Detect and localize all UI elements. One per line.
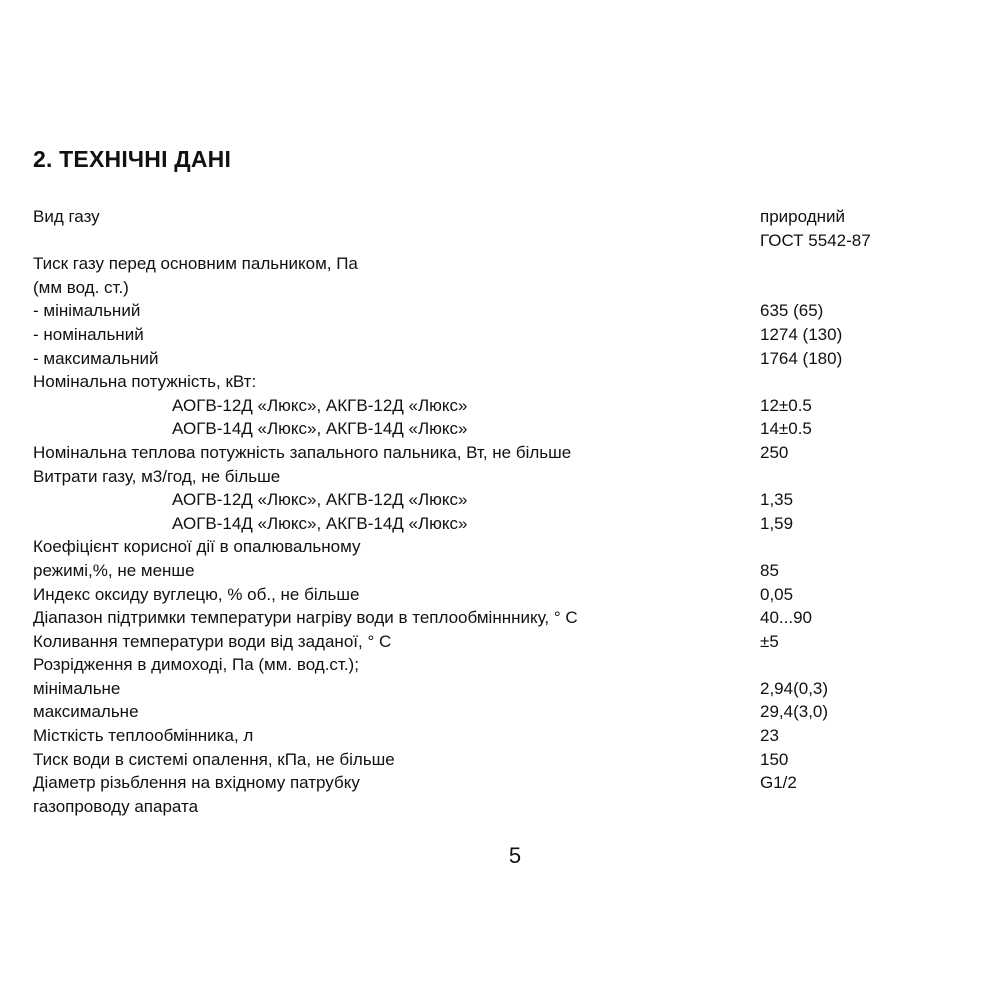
spec-value: G1/2 xyxy=(760,773,797,793)
spec-row xyxy=(0,347,1000,371)
spec-table xyxy=(0,205,1000,818)
spec-row xyxy=(0,700,1000,724)
spec-value: 0,05 xyxy=(760,584,794,604)
spec-value: 2,94(0,3) xyxy=(760,678,829,698)
spec-value: 40...90 xyxy=(760,608,812,628)
spec-label: Тиск газу перед основним пальником, Па xyxy=(33,254,358,274)
spec-row xyxy=(0,488,1000,512)
spec-value: ±5 xyxy=(760,631,779,651)
spec-row xyxy=(0,771,1000,795)
spec-value: 1,35 xyxy=(760,490,794,510)
spec-value: 635 (65) xyxy=(760,301,824,321)
spec-label: - максимальний xyxy=(33,348,159,368)
spec-label: Місткість теплообмінника, л xyxy=(33,726,254,746)
page-number: 5 xyxy=(508,843,522,868)
spec-row xyxy=(0,606,1000,630)
spec-label: Витрати газу, м3/год, не більше xyxy=(33,466,281,486)
spec-value: 1764 (180) xyxy=(760,348,843,368)
spec-label: режимі,%, не менше xyxy=(33,560,195,580)
spec-label: Номінальна теплова потужність запального пальника, Вт, не більше xyxy=(33,442,572,462)
spec-row xyxy=(0,252,1000,276)
spec-label: Тиск води в системі опалення, кПа, не більше xyxy=(33,749,395,769)
spec-label: максимальне xyxy=(33,702,139,722)
spec-row xyxy=(0,535,1000,559)
section-heading: 2. ТЕХНІЧНІ ДАНІ xyxy=(33,146,232,172)
spec-label: (мм вод. ст.) xyxy=(33,277,129,297)
spec-row xyxy=(0,583,1000,607)
spec-value: 150 xyxy=(760,749,789,769)
spec-row xyxy=(0,323,1000,347)
spec-row xyxy=(0,748,1000,772)
spec-label: Номінальна потужність, кВт: xyxy=(33,372,257,392)
spec-row xyxy=(0,512,1000,536)
spec-row xyxy=(0,465,1000,489)
spec-value: 14±0.5 xyxy=(760,419,812,439)
spec-label: АОГВ-12Д «Люкс», АКГВ-12Д «Люкс» xyxy=(172,490,468,510)
spec-label: Коливання температури води від заданої, ° С xyxy=(33,631,392,651)
spec-label: Розрідження в димоході, Па (мм. вод.ст.); xyxy=(33,655,359,675)
spec-row xyxy=(0,677,1000,701)
spec-value: 29,4(3,0) xyxy=(760,702,829,722)
spec-label: АОГВ-14Д «Люкс», АКГВ-14Д «Люкс» xyxy=(172,419,468,439)
spec-row xyxy=(0,724,1000,748)
spec-row xyxy=(0,229,1000,253)
spec-label: Діапазон підтримки температури нагріву води в теплообмінннику, ° С xyxy=(33,608,578,628)
spec-row xyxy=(0,795,1000,819)
spec-row xyxy=(0,441,1000,465)
spec-label: Коефіцієнт корисної дії в опалювальному xyxy=(33,537,361,557)
spec-value: 250 xyxy=(760,442,789,462)
spec-value: 23 xyxy=(760,726,779,746)
spec-row xyxy=(0,653,1000,677)
spec-value: 85 xyxy=(760,560,779,580)
spec-label: АОГВ-12Д «Люкс», АКГВ-12Д «Люкс» xyxy=(172,395,468,415)
spec-value: ГОСТ 5542-87 xyxy=(760,230,871,250)
spec-row xyxy=(0,630,1000,654)
spec-row xyxy=(0,276,1000,300)
spec-value: природний xyxy=(760,207,845,226)
spec-label: мінімальне xyxy=(33,678,121,698)
spec-label: Діаметр різьблення на вхідному патрубку xyxy=(33,773,360,793)
spec-row xyxy=(0,205,1000,229)
spec-row xyxy=(0,559,1000,583)
spec-value: 12±0.5 xyxy=(760,395,812,415)
spec-value: 1,59 xyxy=(760,513,794,533)
spec-row xyxy=(0,299,1000,323)
spec-label: Индекс оксиду вуглецю, % об., не більше xyxy=(33,584,360,604)
spec-row xyxy=(0,417,1000,441)
spec-label: Вид газу xyxy=(33,207,100,226)
spec-value: 1274 (130) xyxy=(760,324,843,344)
spec-label: газопроводу апарата xyxy=(33,796,199,816)
spec-label: АОГВ-14Д «Люкс», АКГВ-14Д «Люкс» xyxy=(172,513,468,533)
spec-label: - номінальний xyxy=(33,324,144,344)
spec-row xyxy=(0,370,1000,394)
spec-label: - мінімальний xyxy=(33,301,141,321)
spec-row xyxy=(0,394,1000,418)
